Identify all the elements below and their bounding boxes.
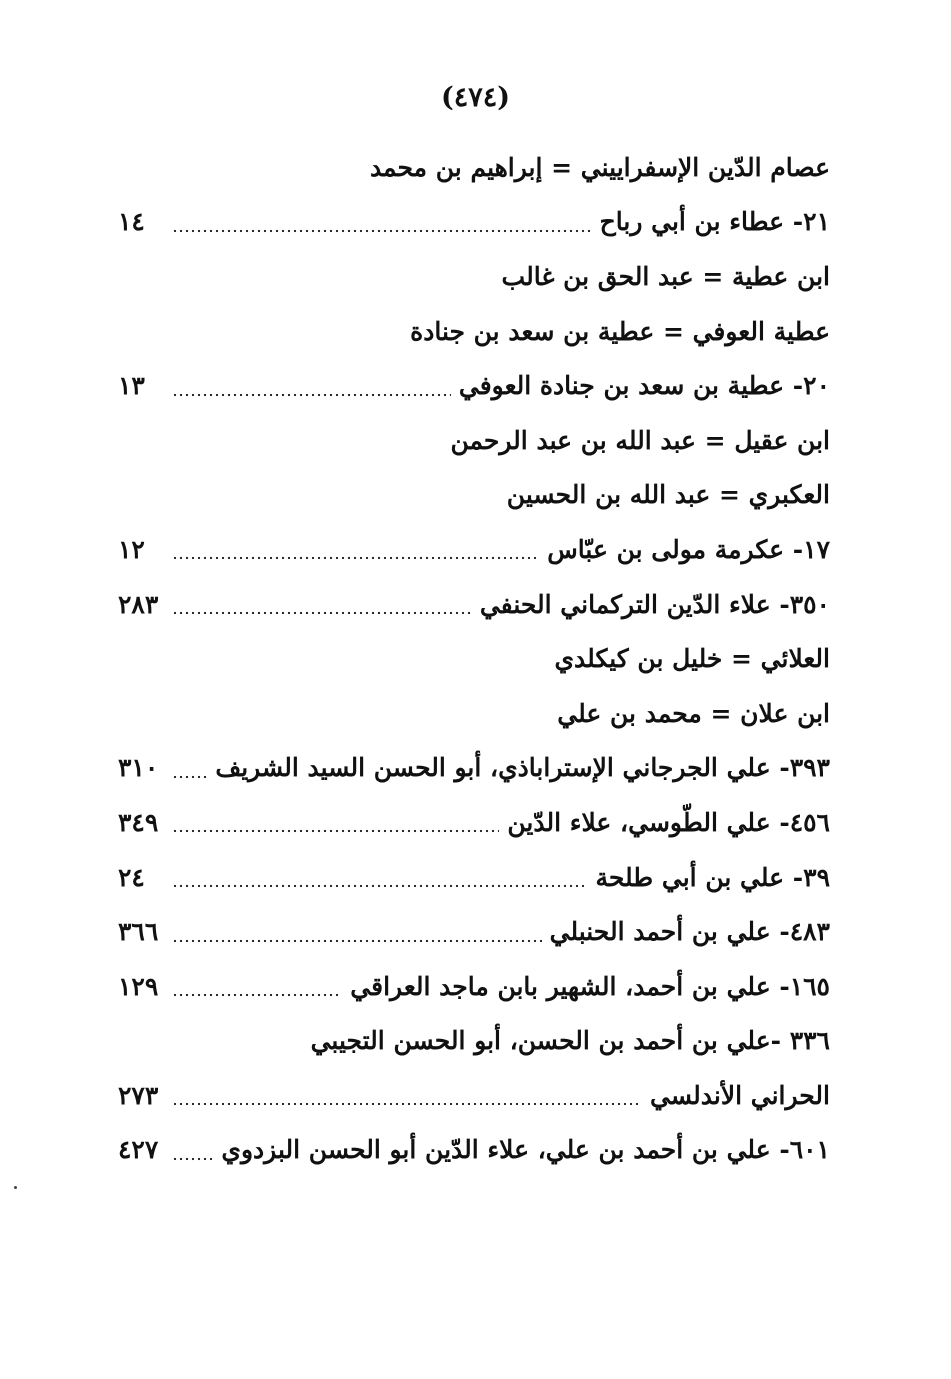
index-entry	[118, 1123, 830, 1178]
dot-leader	[172, 938, 542, 944]
index-entry	[118, 413, 830, 468]
entry-page-ref: ٢٤	[118, 862, 145, 892]
index-entry	[118, 522, 830, 577]
entry-page-ref: ٢٨٣	[118, 589, 159, 619]
entry-page-ref: ١٣	[118, 371, 145, 401]
entry-text: عصام الدّين الإسفراييني = إبراهيم بن محمد	[369, 152, 830, 182]
entry-text: ٤٥٦- علي الطّوسي، علاء الدّين	[507, 807, 830, 837]
dot-leader	[172, 228, 592, 234]
index-entry	[118, 358, 830, 413]
entry-page-ref: ٣١٠	[118, 753, 159, 783]
dot-leader	[172, 1101, 642, 1107]
entry-text: ٣٩٣- علي الجرجاني الإستراباذي، أبو الحسن السيد الشريف	[215, 753, 830, 783]
entry-page-ref: ١٤	[118, 207, 145, 237]
entry-page-ref: ٣٤٩	[118, 807, 159, 837]
entry-page-ref: ٤٢٧	[118, 1135, 159, 1165]
index-entry	[118, 631, 830, 686]
index-entry	[118, 741, 830, 796]
dot-leader	[172, 610, 472, 616]
entry-text: ابن عقيل = عبد الله بن عبد الرحمن	[450, 425, 830, 455]
dot-leader	[172, 774, 207, 780]
entry-text: العلائي = خليل بن كيكلدي	[554, 644, 830, 674]
index-entry	[118, 195, 830, 250]
dot-leader	[172, 883, 587, 889]
dot-leader	[172, 555, 539, 561]
page-number: (٤٧٤)	[440, 82, 511, 113]
entry-text: عطية العوفي = عطية بن سعد بن جنادة	[410, 316, 830, 346]
index-entry	[118, 959, 830, 1014]
entry-text: ٤٨٣- علي بن أحمد الحنبلي	[549, 917, 830, 947]
index-entry	[118, 850, 830, 905]
entry-text: ٢٠- عطية بن سعد بن جنادة العوفي	[458, 371, 830, 401]
entry-text: ١٧- عكرمة مولى بن عبّاس	[547, 534, 830, 564]
entry-text: ٣٩- علي بن أبي طلحة	[595, 862, 830, 892]
index-entry	[118, 140, 830, 195]
index-entry	[118, 577, 830, 632]
dot-leader	[172, 1156, 213, 1162]
entry-text: ٣٣٦ -علي بن أحمد بن الحسن، أبو الحسن التجيبي	[310, 1026, 830, 1056]
entry-page-ref: ١٢٩	[118, 971, 159, 1001]
entry-text: الحراني الأندلسي	[650, 1080, 830, 1110]
index-entry	[118, 904, 830, 959]
index-entry	[118, 468, 830, 523]
index-entry	[118, 686, 830, 741]
entry-page-ref: ٢٧٣	[118, 1080, 159, 1110]
entry-text: ١٦٥- علي بن أحمد، الشهير بابن ماجد العراقي	[350, 971, 830, 1001]
dot-leader	[172, 828, 499, 834]
index-entry	[118, 1014, 830, 1069]
index-entry	[118, 1068, 830, 1123]
index-entry	[118, 304, 830, 359]
entry-text: ٦٠١- علي بن أحمد بن علي، علاء الدّين أبو الحسن البزدوي	[221, 1135, 830, 1165]
entry-page-ref: ١٢	[118, 534, 145, 564]
entry-text: ابن عطية = عبد الحق بن غالب	[501, 261, 830, 291]
index-entry	[118, 249, 830, 304]
dot-leader	[172, 992, 342, 998]
dot-leader	[172, 392, 451, 398]
index-entries	[118, 140, 830, 1177]
index-entry	[118, 795, 830, 850]
entry-text: ٣٥٠- علاء الدّين التركماني الحنفي	[479, 589, 830, 619]
entry-page-ref: ٣٦٦	[118, 917, 159, 947]
entry-text: العكبري = عبد الله بن الحسين	[506, 480, 830, 510]
scan-speck	[14, 1186, 17, 1189]
entry-text: ٢١- عطاء بن أبي رباح	[599, 207, 830, 237]
entry-text: ابن علان = محمد بن علي	[557, 698, 830, 728]
